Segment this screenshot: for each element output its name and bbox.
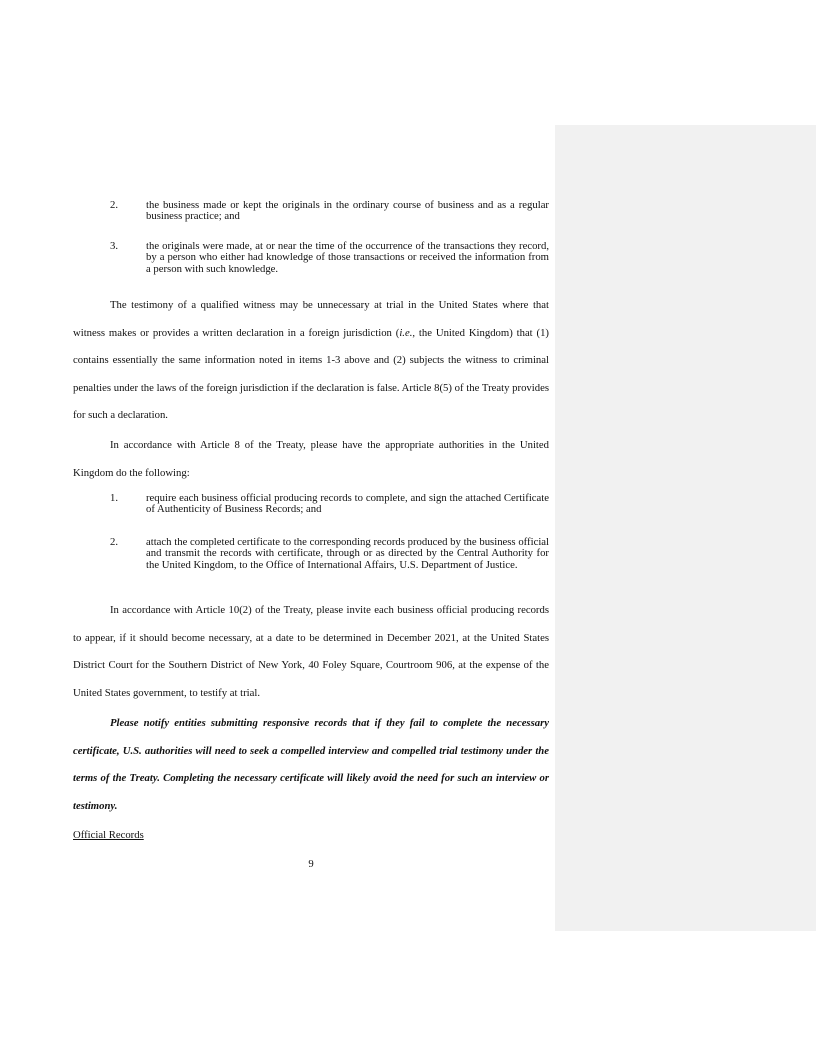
section-heading: Official Records bbox=[73, 829, 144, 841]
list-item-text: the originals were made, at or near the time of the occurrence of the transactions they record, by a person who either had knowledge of those transactions or received the information from a person with such knowledge. bbox=[146, 240, 549, 275]
comment-pane bbox=[555, 125, 816, 931]
paragraph-witness bbox=[73, 292, 549, 430]
page-number: 9 bbox=[308, 858, 314, 870]
list-item-text: the business made or kept the originals in the ordinary course of business and as a regular business practice; and bbox=[146, 199, 549, 223]
paragraph-witness-text: The testimony of a qualified witness may be unnecessary at trial in the United States where that witness makes or provides a written declaration in a foreign jurisdiction ( bbox=[73, 299, 549, 339]
paragraph-article10: In accordance with Article 10(2) of the Treaty, please invite each business official producing records to appear, if it should become necessary, at a date to be determined in December 2021, at the United States District Court for the Southern District of New York, 40 Foley Square, Courtroom 906, at the expense of the United States government, to testify at trial. bbox=[73, 604, 549, 699]
list-item-number: 1. bbox=[110, 492, 119, 504]
paragraph-article8: In accordance with Article 8 of the Treaty, please have the appropriate authorities in the United Kingdom do the following: bbox=[73, 439, 549, 479]
list-item-text: attach the completed certificate to the corresponding records produced by the business official and transmit the records with certificate, through or as directed by the Central Authority for the United Kingdom, to the Office of International Affairs, U.S. Department of Justice. bbox=[146, 536, 549, 571]
paragraph-witness-italic: i.e. bbox=[399, 326, 413, 339]
list-item-number: 2. bbox=[110, 536, 119, 548]
list-item-number: 2. bbox=[110, 199, 119, 211]
paragraph-witness-text-end: , the United Kingdom) that (1) contains essentially the same information noted in items 1-3 above and (2) subjects the witness to criminal penalties under the laws of the foreign jurisdiction if the declaration is false. Article 8(5) of the Treaty provides for such a declaration. bbox=[73, 326, 549, 421]
list-item-number: 3. bbox=[110, 240, 119, 252]
paragraph-notify: Please notify entities submitting responsive records that if they fail to complete the necessary certificate, U.S. authorities will need to seek a compelled interview and compelled trial testimony under the terms of the Treaty. Completing the necessary certificate will likely avoid the need for such an interview or testimony. bbox=[73, 717, 549, 812]
list-item-text: require each business official producing records to complete, and sign the attached Certificate of Authenticity of Business Records; and bbox=[146, 492, 549, 516]
